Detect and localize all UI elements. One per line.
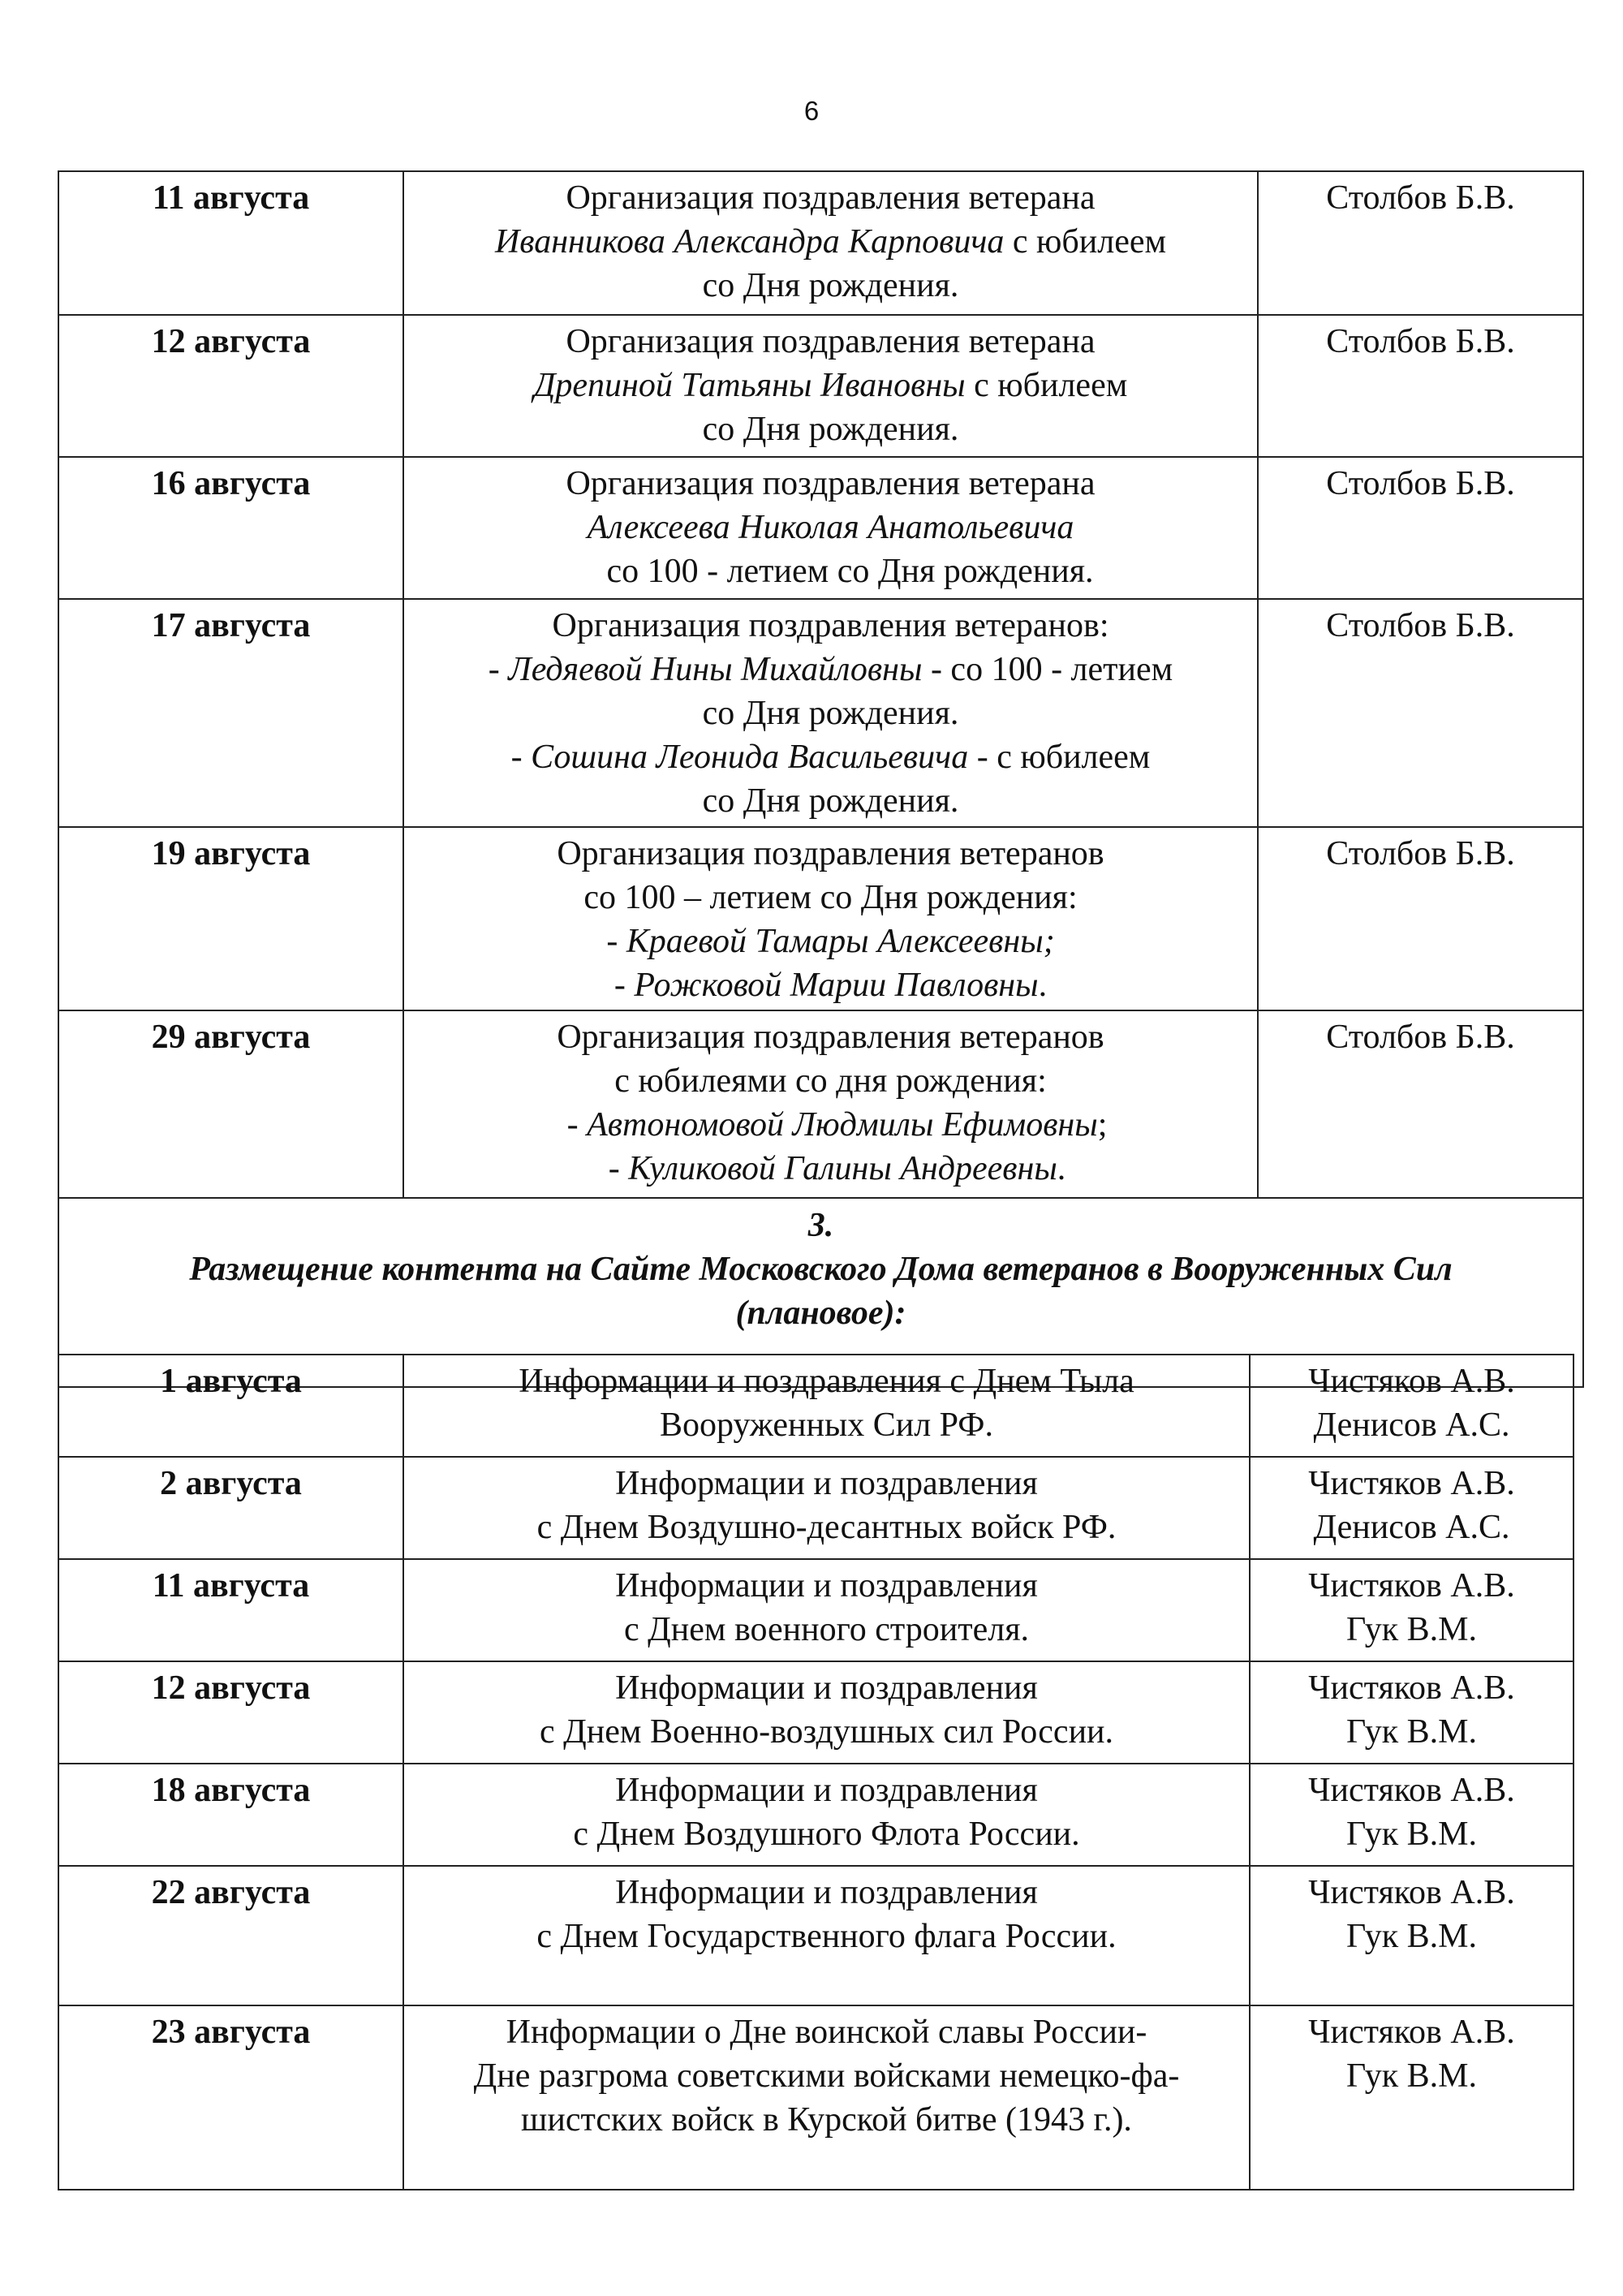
text-run: Организация поздравления ветеранов — [557, 1019, 1104, 1056]
site-content-table — [58, 1354, 1574, 2190]
veteran-name: Иванникова Александра Карповича — [494, 223, 1005, 261]
cell-line — [415, 364, 1246, 407]
responsible-cell — [1258, 599, 1583, 827]
responsible-name: Чистяков А.В. — [1308, 1567, 1515, 1605]
cell-line — [415, 691, 1246, 735]
date-cell: 2 августа — [58, 1457, 403, 1559]
text-run: Дне разгрома советскими войсками немецко-фа- — [473, 2057, 1180, 2095]
cell-line — [415, 920, 1246, 963]
veteran-name: Краевой Тамары Алексеевны; — [626, 923, 1055, 960]
text-run: - — [613, 967, 635, 1004]
cell-line — [415, 220, 1246, 264]
responsible-name: Чистяков А.В. — [1308, 1874, 1515, 1911]
responsible-name: Столбов Б.В. — [1326, 323, 1515, 360]
responsible-cell — [1250, 2005, 1573, 2190]
text-run: - — [488, 651, 509, 688]
table-row — [58, 171, 1583, 315]
text-run: - — [608, 1150, 629, 1187]
table-row — [58, 1866, 1573, 2005]
text-run: - — [606, 923, 626, 960]
table-row — [58, 1661, 1573, 1764]
responsible-cell — [1258, 827, 1583, 1010]
text-run: со Дня рождения. — [702, 411, 959, 448]
text-run: со Дня рождения. — [702, 782, 959, 820]
date-cell: 22 августа — [58, 1866, 403, 2005]
cell-line — [411, 1915, 1242, 1958]
responsible-name: Чистяков А.В. — [1308, 1465, 1515, 1502]
responsible-name: Чистяков А.В. — [1308, 1772, 1515, 1809]
responsible-name: Столбов Б.В. — [1326, 465, 1515, 502]
event-cell — [403, 827, 1258, 1010]
responsible-name: Гук В.М. — [1346, 1713, 1477, 1751]
table-row — [58, 2005, 1573, 2190]
cell-line — [411, 1768, 1242, 1812]
responsible-cell — [1250, 1457, 1573, 1559]
text-run: Информации и поздравления — [615, 1874, 1038, 1911]
responsible-name: Столбов Б.В. — [1326, 607, 1515, 644]
responsible-name: Чистяков А.В. — [1308, 1669, 1515, 1707]
text-run: Организация поздравления ветерана — [566, 323, 1096, 360]
responsible-cell — [1250, 1559, 1573, 1661]
event-cell — [403, 1355, 1250, 1457]
text-run: Информации и поздравления — [615, 1567, 1038, 1605]
date-cell: 29 августа — [58, 1010, 403, 1198]
event-cell — [403, 1559, 1250, 1661]
cell-line — [415, 963, 1246, 1007]
veteran-name: Автономовой Людмилы Ефимовны — [587, 1106, 1098, 1144]
cell-line — [415, 320, 1246, 364]
responsible-name: Столбов Б.В. — [1326, 835, 1515, 872]
veteran-name: Алексеева Николая Анатольевича — [587, 509, 1074, 546]
cell-line — [415, 506, 1246, 549]
responsible-name: Гук В.М. — [1346, 2057, 1477, 2095]
cell-line — [411, 1812, 1242, 1856]
event-cell — [403, 457, 1258, 599]
veteran-name: Рожковой Марии Павловны — [634, 967, 1039, 1004]
text-run: . — [1057, 1150, 1066, 1187]
table-row — [58, 1010, 1583, 1198]
cell-line — [411, 2010, 1242, 2054]
text-run: с юбилеем — [965, 367, 1128, 404]
veteran-name: Дрепиной Татьяны Ивановны — [533, 367, 966, 404]
text-run: ; — [1097, 1106, 1108, 1144]
cell-line — [422, 1103, 1252, 1147]
cell-line — [415, 735, 1246, 779]
veteran-name: Сошина Леонида Васильевича — [531, 739, 969, 776]
veteran-name: Ледяевой Нины Михайловны — [508, 651, 923, 688]
responsible-name: Денисов А.С. — [1313, 1406, 1510, 1444]
text-run: с юбилеями со дня рождения: — [614, 1062, 1047, 1100]
cell-line — [415, 604, 1246, 648]
text-run: Вооруженных Сил РФ. — [660, 1406, 993, 1444]
event-cell — [403, 1010, 1258, 1198]
text-run: с Днем Воздушно-десантных войск РФ. — [536, 1509, 1117, 1546]
text-run: со Дня рождения. — [702, 695, 959, 732]
table-row — [58, 315, 1583, 457]
table-row — [58, 1764, 1573, 1866]
cell-line — [435, 549, 1265, 593]
cell-line — [415, 832, 1246, 876]
event-cell — [403, 171, 1258, 315]
text-run: Организация поздравления ветерана — [566, 179, 1096, 217]
table-row — [58, 457, 1583, 599]
cell-line — [415, 779, 1246, 823]
cell-line — [415, 876, 1246, 920]
cell-line — [411, 2098, 1242, 2142]
cell-line — [411, 1564, 1242, 1608]
responsible-name: Гук В.М. — [1346, 1816, 1477, 1853]
date-cell: 12 августа — [58, 1661, 403, 1764]
cell-line — [415, 176, 1246, 220]
date-cell: 18 августа — [58, 1764, 403, 1866]
text-run: со Дня рождения. — [702, 267, 959, 304]
text-run: . — [1038, 967, 1048, 1004]
text-run: Информации и поздравления — [615, 1669, 1038, 1707]
cell-line — [415, 1015, 1246, 1059]
responsible-name: Столбов Б.В. — [1326, 179, 1515, 217]
date-cell: 11 августа — [58, 1559, 403, 1661]
event-cell — [403, 315, 1258, 457]
cell-line — [411, 1506, 1242, 1549]
responsible-name: Гук В.М. — [1346, 1918, 1477, 1955]
text-run: - — [510, 739, 532, 776]
text-run: со 100 - летием со Дня рождения. — [606, 553, 1094, 590]
cell-line — [415, 1059, 1246, 1103]
responsible-name: Чистяков А.В. — [1308, 1363, 1515, 1400]
table-row — [58, 827, 1583, 1010]
text-run: Организация поздравления ветеранов: — [552, 607, 1109, 644]
responsible-cell — [1250, 1661, 1573, 1764]
cell-line — [415, 462, 1246, 506]
responsible-cell — [1250, 1866, 1573, 2005]
responsible-cell — [1258, 1010, 1583, 1198]
date-cell: 16 августа — [58, 457, 403, 599]
section-title: Размещение контента на Сайте Московского Дома ветеранов в Вооруженных Сил — [189, 1251, 1453, 1288]
page-number: 6 — [803, 96, 820, 126]
text-run: Информации и поздравления — [615, 1772, 1038, 1809]
text-run: Организация поздравления ветеранов — [557, 835, 1104, 872]
text-run: Информации и поздравления с Днем Тыла — [519, 1363, 1134, 1400]
cell-line — [411, 2054, 1242, 2098]
responsible-name: Гук В.М. — [1346, 1611, 1477, 1648]
text-run: с юбилеем — [1004, 223, 1167, 261]
table-row — [58, 1457, 1573, 1559]
text-run: с Днем военного строителя. — [623, 1611, 1030, 1648]
text-run: Организация поздравления ветерана — [566, 465, 1096, 502]
cell-line — [411, 1666, 1242, 1710]
text-run: - с юбилеем — [968, 739, 1151, 776]
event-cell — [403, 599, 1258, 827]
cell-line — [411, 1462, 1242, 1506]
text-run: - — [566, 1106, 588, 1144]
text-run: Информации о Дне воинской славы России- — [506, 2014, 1147, 2051]
cell-line — [411, 1403, 1242, 1447]
cell-line — [411, 1710, 1242, 1754]
responsible-cell — [1250, 1355, 1573, 1457]
cell-line — [411, 1359, 1242, 1403]
event-cell — [403, 1457, 1250, 1559]
date-cell: 23 августа — [58, 2005, 403, 2190]
responsible-name: Денисов А.С. — [1313, 1509, 1510, 1546]
responsible-cell — [1258, 315, 1583, 457]
section-number: 3. — [807, 1207, 834, 1244]
veteran-name: Куликовой Галины Андреевны — [628, 1150, 1057, 1187]
date-cell: 1 августа — [58, 1355, 403, 1457]
section-title-continued: (плановое): — [735, 1294, 906, 1332]
date-cell: 17 августа — [58, 599, 403, 827]
cell-line — [411, 1871, 1242, 1915]
cell-line — [422, 1147, 1252, 1191]
greetings-schedule-table — [58, 170, 1584, 1388]
event-cell — [403, 1866, 1250, 2005]
text-run: с Днем Государственного флага России. — [536, 1918, 1117, 1955]
event-cell — [403, 1764, 1250, 1866]
text-run: Информации и поздравления — [615, 1465, 1038, 1502]
responsible-cell — [1250, 1764, 1573, 1866]
cell-line — [415, 648, 1246, 691]
responsible-name: Чистяков А.В. — [1308, 2014, 1515, 2051]
text-run: - со 100 - летием — [922, 651, 1173, 688]
date-cell: 11 августа — [58, 171, 403, 315]
date-cell: 19 августа — [58, 827, 403, 1010]
event-cell — [403, 1661, 1250, 1764]
responsible-cell — [1258, 457, 1583, 599]
text-run: с Днем Военно-воздушных сил России. — [539, 1713, 1114, 1751]
text-run: шистских войск в Курской битве (1943 г.). — [521, 2101, 1132, 2139]
table-row — [58, 599, 1583, 827]
event-cell — [403, 2005, 1250, 2190]
text-run: со 100 – летием со Дня рождения: — [583, 879, 1078, 916]
responsible-name: Столбов Б.В. — [1326, 1019, 1515, 1056]
date-cell: 12 августа — [58, 315, 403, 457]
cell-line — [415, 407, 1246, 451]
text-run: с Днем Воздушного Флота России. — [573, 1816, 1080, 1853]
cell-line — [411, 1608, 1242, 1652]
table-row — [58, 1559, 1573, 1661]
table-row — [58, 1355, 1573, 1457]
cell-line — [415, 264, 1246, 308]
responsible-cell — [1258, 171, 1583, 315]
